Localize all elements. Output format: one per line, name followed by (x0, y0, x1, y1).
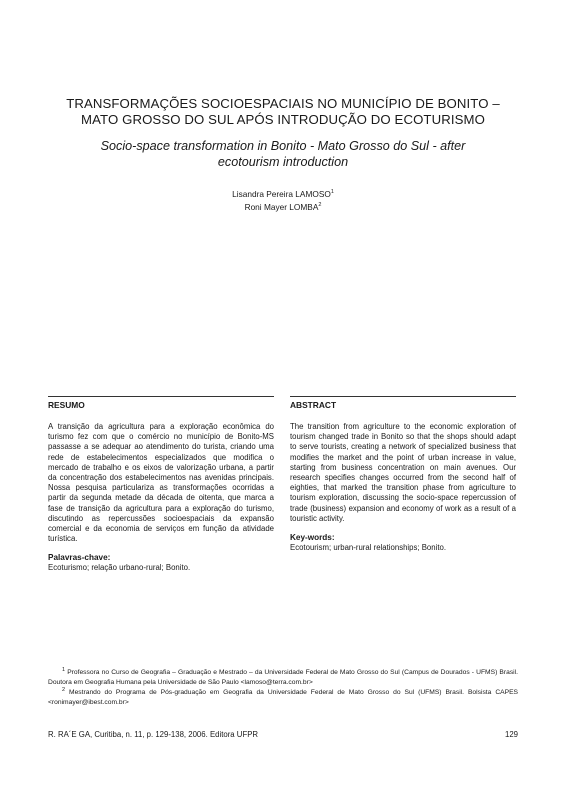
footnote-text: Professora no Curso de Geografia – Graduação e Mestrado – da Universidade Federal de Mato Grosso do Sul (Campus de Dourados - UFMS) Brasil. Doutora em Geografia Humana pela Universidade de São Paulo <lamoso@terra.com.br> (48, 669, 519, 686)
author-footnote-mark: 2 (318, 201, 322, 208)
author-name: Roni Mayer LOMBA (244, 201, 319, 212)
title-line-1: TRANSFORMAÇÕES SOCIOESPACIAIS NO MUNICÍPIO DE BONITO – (66, 96, 500, 111)
article-subtitle (40, 138, 526, 170)
author-list (40, 188, 526, 213)
resumo-column (48, 396, 274, 574)
footnote-mark: 1 (62, 666, 66, 673)
key-words-text: Ecotourism; urban-rural relationships; Bonito. (290, 543, 447, 553)
article-title (40, 96, 526, 128)
abstract-column (290, 396, 516, 553)
key-words-heading: Key-words: (290, 533, 335, 543)
title-line-2: MATO GROSSO DO SUL APÓS INTRODUÇÃO DO ECOTURISMO (81, 112, 485, 127)
abstract-text: The transition from agriculture to the economic exploration of tourism changed trade in Bonito so that the shops should adapt to serve tourists, creating a network of specialized business that modifies the market and the point of urban increase in value, starting from business concentration on main avenues. Our research specifies changes occurred from the second half of eighties, that marked the transition phase from agriculture to tourism exploration, discussing the socio-space repercussion of trade (business) expansion and economy of work as a result of a touristic activity. (290, 422, 516, 523)
section-rule (48, 396, 274, 397)
section-rule (290, 396, 516, 397)
palavras-chave-heading: Palavras-chave: (48, 553, 111, 563)
journal-citation: R. RA´E GA, Curitiba, n. 11, p. 129-138, 2006. Editora UFPR (48, 730, 259, 739)
resumo-text: A transição da agricultura para a exploração econômica do turismo fez com que o comércio no município de Bonito-MS passasse a se adequar ao atendimento do turista, criando uma rede de estabelecimentos especializados que modifica o mercado de trabalho e os eixos de valorização urbana, a partir da concentração dos estabelecimentos nas avenidas principais. Nossa pesquisa particulariza as transformações ocorridas a partir da segunda metade da década de oitenta, que marca a fase de transição da agricultura para a exploração do turismo, discutindo as repercussões socioespaciais da expansão comercial e da economia de serviços em função da atividade turística. (48, 422, 274, 544)
subtitle-line-1: Socio-space transformation in Bonito - Mato Grosso do Sul - after (100, 139, 466, 153)
footnote-1 (48, 668, 518, 688)
resumo-heading: RESUMO (48, 400, 85, 410)
footnote-text: Mestrando do Programa de Pós-graduação em Geografia da Universidade Federal de Mato Grosso do Sul (UFMS) Brasil. Bolsista CAPES <ronimayer@ibest.com.br> (48, 689, 518, 706)
abstract-heading: ABSTRACT (290, 400, 337, 410)
author-name: Lisandra Pereira LAMOSO (232, 189, 331, 199)
author-1 (40, 188, 526, 201)
page-number: 129 (504, 730, 518, 739)
subtitle-line-2: ecotourism introduction (217, 155, 349, 169)
author-footnote-mark: 1 (330, 189, 334, 196)
footnote-mark: 2 (62, 686, 66, 693)
palavras-chave-text: Ecoturismo; relação urbano-rural; Bonito. (48, 563, 191, 573)
footnotes (48, 668, 518, 708)
author-2 (40, 201, 526, 214)
footnote-2 (48, 688, 518, 708)
